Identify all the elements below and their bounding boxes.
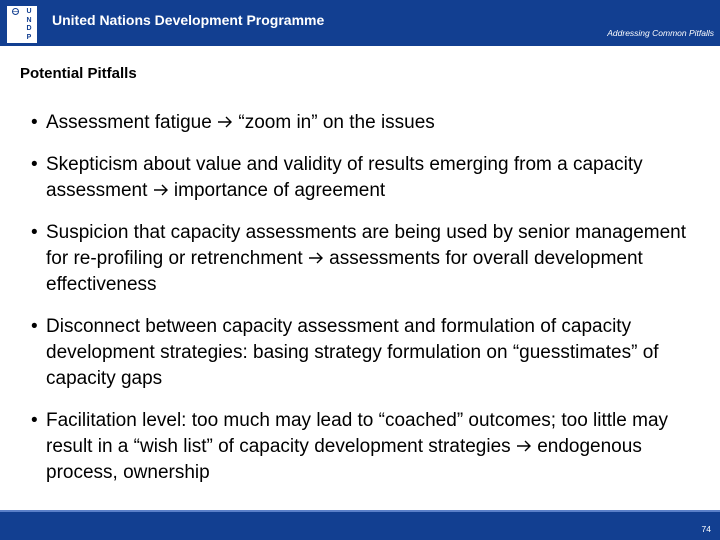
logo-letter: U (26, 7, 32, 15)
bullet-item (28, 408, 700, 486)
bullet-text: assessments for overall development effectiveness (46, 248, 643, 295)
bullet-text: Disconnect between capacity assessment and formulation of capacity development strategies: basing strategy formulation on “guesstimates” of capacity gaps (46, 316, 659, 389)
slide-title: Potential Pitfalls (20, 65, 137, 82)
footer-bar (0, 510, 720, 540)
bullet-dot-icon: • (31, 154, 38, 175)
section-label: Addressing Common Pitfalls (607, 28, 714, 38)
bullet-item (28, 314, 700, 392)
logo-letter: P (26, 34, 32, 42)
bullet-text: Facilitation level: too much may lead to “coached” outcomes; too little may result in a “wish list” of capacity development strategies (46, 410, 669, 457)
bullet-text: Suspicion that capacity assessments are being used by senior management for re-profiling or retrenchment (46, 222, 687, 269)
logo-letter: D (26, 25, 32, 33)
page-number: 74 (701, 524, 711, 534)
logo-letter: N (26, 16, 32, 24)
undp-logo (7, 6, 37, 43)
bullet-dot-icon: • (31, 316, 38, 337)
bullet-text: “zoom in” on the issues (233, 112, 435, 133)
bullet-item (28, 152, 700, 204)
bullet-item (28, 110, 700, 136)
header-bar (0, 0, 720, 46)
bullet-text: Assessment fatigue (46, 112, 218, 133)
right-arrow-icon (217, 112, 233, 133)
bullet-dot-icon: • (31, 410, 38, 431)
footer-divider (0, 510, 720, 512)
right-arrow-icon (153, 180, 169, 201)
org-name: United Nations Development Programme (52, 12, 325, 28)
un-emblem-icon (8, 7, 22, 16)
bullet-dot-icon: • (31, 222, 38, 243)
bullet-dot-icon: • (31, 112, 38, 133)
bullet-text: endogenous process, ownership (46, 436, 642, 483)
bullet-item (28, 220, 700, 298)
bullet-list (28, 110, 700, 502)
bullet-text: importance of agreement (168, 180, 386, 201)
right-arrow-icon (308, 248, 324, 269)
right-arrow-icon (516, 436, 532, 457)
bullet-text: Skepticism about value and validity of results emerging from a capacity assessment (46, 154, 643, 201)
